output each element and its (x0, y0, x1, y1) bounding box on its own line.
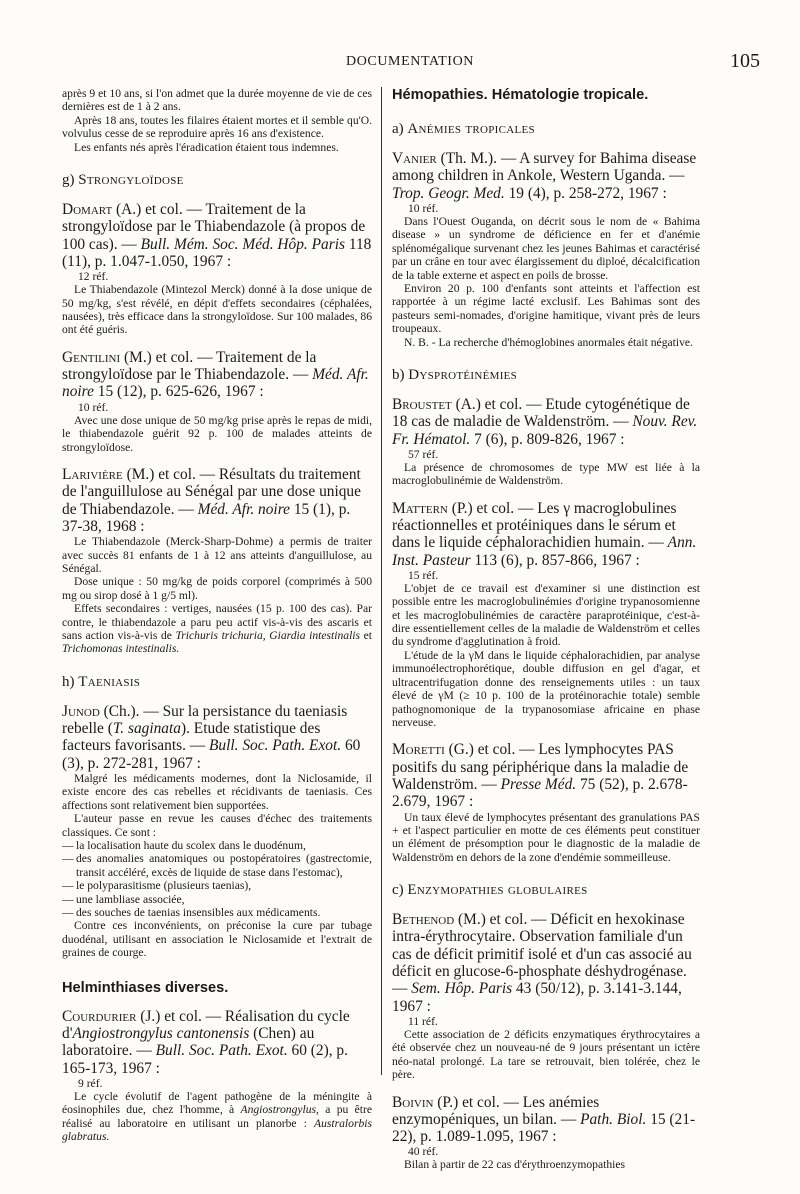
abstract: Le Thiabendazole (Merck-Sharp-Dohme) a permis de traiter avec succès 81 enfants de 1 à 12 ans atteints d'anguillulose, au Sénégal. (62, 535, 372, 575)
journal-title: Presse Méd. (500, 775, 577, 793)
reference-count: 12 réf. (78, 270, 109, 284)
journal-title: Ann. Inst. Pasteur (392, 534, 697, 569)
reference-author: Gentilini (62, 348, 121, 366)
list-item: — une lambliase associée, (62, 892, 185, 906)
reference-broustet: Broustet (A.) et col. — Etude cytogénétique de 18 cas de maladie de Waldenström. — Nouv. Rev. Fr. Hématol. 7 (6), p. 809-826, 1967 : (392, 395, 698, 448)
reference-count: 15 réf. (408, 568, 439, 582)
reference-domart: Domart (A.) et col. — Traitement de la strongyloïdose par le Thiabendazole (à propos de 100 cas). — Bull. Mém. Soc. Méd. Hôp. Paris 118 (11), p. 1.047-1.050, 1967 : (62, 201, 372, 270)
reference-gentilini: Gentilini (M.) et col. — Traitement de la strongyloïdose par le Thiabendazole. — Méd. Afr. noire 15 (12), p. 625-626, 1967 : (62, 348, 369, 401)
journal-title: Sem. Hôp. Paris (411, 980, 513, 998)
section-heading-c: c) Enzymopathies globulaires (392, 882, 588, 899)
reference-author: Vanier (392, 150, 437, 167)
reference-junod: Junod (Ch.). — Sur la persistance du taeniasis rebelle (T. saginata). Etude statistique des facteurs favorisants. — Bull. Soc. Path. Exot. 60 (3), p. 272-281, 1967 : (62, 702, 361, 772)
right-column (392, 87, 700, 1172)
abstract: Bilan à partir de 22 cas d'érythroenzymopathies (404, 1158, 626, 1172)
reference-author: Bethenod (392, 911, 455, 929)
abstract: La présence de chromosomes de type MW est liée à la macroglobulinémie de Waldenström. (392, 460, 700, 488)
section-heading-g: g) Strongyloïdose (62, 172, 184, 189)
abstract: L'étude de la γM dans le liquide céphalorachidien, par analyse immunoélectrophorétique, double diffusion en gel d'agar, et ultracentrifugation donne des renseignements utiles : un taux élevé de γM (≥ 10 p. 100 de la protéinorachie totale) semble pathognomonique de la trypanosomiase africaine en phase nerveuse. (392, 648, 700, 729)
intro-paragraph: Les enfants nés après l'éradication étaient tous indemnes. (74, 140, 339, 154)
journal-title: Bull. Mém. Soc. Méd. Hôp. Paris (140, 235, 345, 253)
reference-count: 10 réf. (78, 400, 109, 414)
reference-vanier: Vanier (Th. M.). — A survey for Bahima disease among children in Ankole, Western Uganda. — Trop. Geogr. Med. 19 (4), p. 258-272, 1967 : (392, 150, 697, 202)
major-heading: Helminthiases diverses. (62, 979, 229, 996)
list-item: — des souches de taenias insensibles aux médicaments. (62, 906, 321, 920)
reference-author: Boivin (392, 1093, 434, 1111)
reference-count: 40 réf. (408, 1145, 439, 1159)
reference-boivin: Boivin (P.) et col. — Les anémies enzymopéniques, un bilan. — Path. Biol. 15 (21-22), p. 1.089-1.095, 1967 : (392, 1093, 696, 1146)
reference-mattern: Mattern (P.) et col. — Les γ macroglobulines réactionnelles et protéiniques dans le sérum et dans le liquide céphalorachidien humain. — Ann. Inst. Pasteur 113 (6), p. 857-866, 1967 : (392, 499, 697, 569)
abstract: Un taux élevé de lymphocytes présentant des granulations PAS + et l'aspect particulier en motte de ces éléments peut constituer un élément de présomption pour le diagnostic de la maladie de Waldenström en dehors de la zone d'endémie sommeilleuse. (392, 810, 700, 864)
abstract: Malgré les médicaments modernes, dont la Niclosamide, il existe encore des cas rebelles et récidivants de taeniasis. Ces affections sont relativement bien supportées. (62, 771, 372, 812)
abstract: Dose unique : 50 mg/kg de poids corporel (comprimés à 500 mg ou sirop dosé à 1 g/5 ml). (62, 575, 372, 602)
abstract: Environ 20 p. 100 d'enfants sont atteints et l'affection est rapportée à un régime lacté exclusif. Les Bahimas sont des pasteurs semi-nomades, d'origine hamitique, vivant près de leurs troupeaux. (392, 281, 700, 336)
reference-author: Courdurier (62, 1007, 137, 1025)
intro-paragraph: après 9 et 10 ans, si l'on admet que la durée moyenne de vie de ces dernières est de 1 à 2 ans. (62, 87, 372, 114)
reference-moretti: Moretti (G.) et col. — Les lymphocytes PAS positifs du sang périphérique dans la maladie de Waldenström. — Presse Méd. 75 (52), p. 2.678-2.679, 1967 : (392, 741, 689, 811)
abstract: N. B. - La recherche d'hémoglobines anormales était négative. (404, 335, 693, 349)
reference-author: Mattern (392, 499, 448, 517)
abstract: Effets secondaires : vertiges, nausées (15 p. 100 des cas). Par contre, le thiabendazole a paru peu actif vis-à-vis des ascaris et sans action vis-à-vis de Trichuris trichuria, Giardia intestinalis et Trichomonas intestinalis. (62, 602, 372, 656)
intro-paragraph: Après 18 ans, toutes les filaires étaient mortes et il semble qu'O. volvulus cesse de se reproduire après 16 ans d'existence. (62, 113, 372, 141)
major-heading: Hémopathies. Hématologie tropicale. (392, 87, 649, 103)
abstract: Cette association de 2 déficits enzymatiques érythrocytaires a été observée chez un nouveau-né de 9 jours présentant un ictère néo-natal prolongé. La tare se retrouvait, bien tolérée, chez le père. (392, 1027, 700, 1082)
reference-author: Moretti (392, 741, 445, 759)
reference-count: 9 réf. (78, 1076, 103, 1090)
reference-courdurier: Courdurier (J.) et col. — Réalisation du cycle d'Angiostrongylus cantonensis (Chen) au laboratoire. — Bull. Soc. Path. Exot. 60 (2), p. 165-173, 1967 : (62, 1007, 350, 1077)
running-title: DOCUMENTATION (345, 54, 474, 69)
list-item: — le polyparasitisme (plusieurs taenias), (62, 879, 252, 893)
column-divider (381, 87, 382, 1075)
reference-author: Larivière (62, 465, 123, 483)
journal-title: Bull. Soc. Path. Exot. (155, 1042, 288, 1060)
journal-title: Nouv. Rev. Fr. Hématol. (392, 413, 698, 448)
abstract: Dans l'Ouest Ouganda, on décrit sous le nom de « Bahima disease » un syndrome de déficience en fer et d'anémie splénomégalique survenant chez les jeunes Bahimas et caractérisé par un crâne en tour avec élargissement du diploé, décalcification de la table externe et aspect en poils de brosse. (392, 214, 700, 282)
reference-author: Broustet (392, 395, 452, 413)
journal-title: Méd. Afr. noire (62, 366, 369, 401)
section-heading-b: b) Dysprotéinémies (392, 366, 518, 383)
abstract: Contre ces inconvénients, on préconise la cure par tubage duodénal, utilisant en association le Niclosamide et l'extrait de graines de courge. (62, 919, 372, 960)
reference-lariviere: Larivière (M.) et col. — Résultats du traitement de l'anguillulose au Sénégal par une dose unique de Thiabendazole. — Méd. Afr. noire 15 (1), p. 37-38, 1968 : (62, 465, 361, 535)
section-heading-a: a) Anémies tropicales (392, 121, 535, 137)
journal-title: Méd. Afr. noire (197, 500, 290, 518)
reference-count: 10 réf. (408, 201, 439, 215)
abstract: Le cycle évolutif de l'agent pathogène de la méningite à éosinophiles due, chez l'homme, à Angiostrongylus, a pu être réalisé au laboratoire en utilisant un planorbe : Australorbis glabratus. (62, 1089, 372, 1144)
list-item: — des anomalies anatomiques ou postopératoires (gastrectomie, transit accéléré, excès de liquide de stase dans l'estomac), (62, 852, 372, 879)
abstract: Le Thiabendazole (Mintezol Merck) donné à la dose unique de 50 mg/kg, s'est révélé, en dépit d'effets secondaires (céphalées, nausées), très efficace dans la strongyloïdose. Sur 100 malades, 86 ont été guéris. (62, 283, 372, 337)
reference-author: Domart (62, 201, 113, 219)
reference-count: 11 réf. (408, 1014, 438, 1028)
abstract: L'auteur passe en revue les causes d'échec des traitements classiques. Ce sont : (62, 812, 372, 839)
page-number: 105 (730, 50, 760, 72)
list-item: — la localisation haute du scolex dans le duodénum, (62, 839, 306, 853)
abstract: Avec une dose unique de 50 mg/kg prise après le repas de midi, le thiabendazole guérit 92 p. 100 de malades atteints de strongyloïdose. (62, 413, 372, 454)
journal-title: Path. Biol. (580, 1110, 647, 1128)
abstract: L'objet de ce travail est d'examiner si une distinction est possible entre les macroglobulinémies d'origine trypanosomienne et les macroglobulinémies de caractère paraprotéinique, c'est-à-dire essentiellement celles de la maladie de Waldenström et celles du syndrome d'agglutination à froid. (392, 581, 700, 649)
journal-title: Bull. Soc. Path. Exot. (209, 737, 342, 755)
reference-count: 57 réf. (408, 447, 439, 461)
page-header (60, 50, 760, 76)
left-column (62, 87, 372, 1143)
reference-author: Junod (62, 702, 100, 720)
journal-title: Trop. Geogr. Med. (392, 184, 505, 202)
section-heading-h: h) Taeniasis (62, 673, 141, 690)
reference-bethenod: Bethenod (M.) et col. — Déficit en hexokinase intra-érythrocytaire. Observation familiale d'un cas de déficit primitif isolé et d'un cas associé au déficit en glucose-6-phosphate déshydrogénase. — Sem. Hôp. Paris 43 (50/12), p. 3.141-3.144, 1967 : (392, 911, 692, 1015)
